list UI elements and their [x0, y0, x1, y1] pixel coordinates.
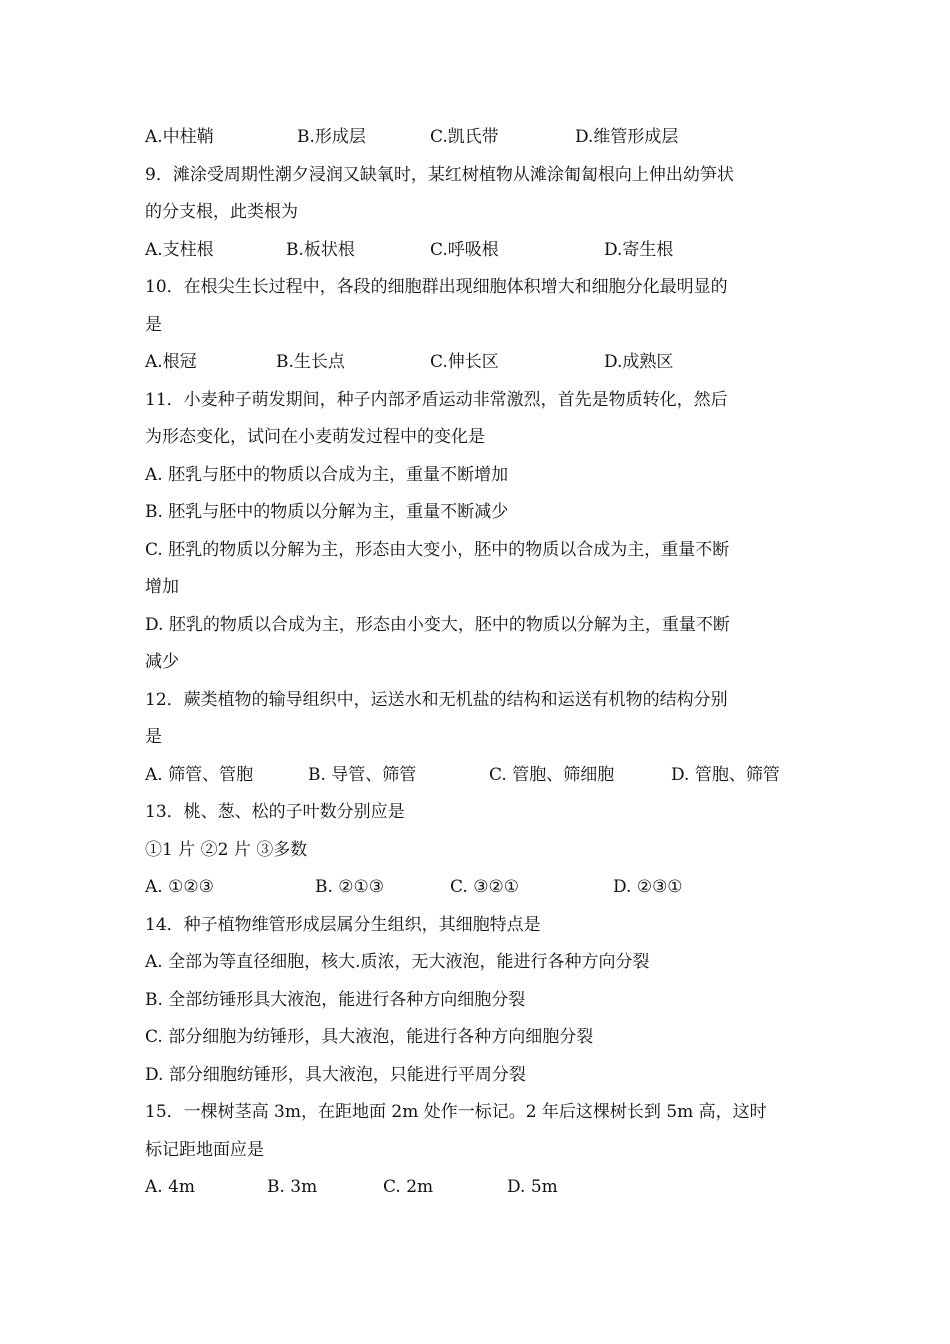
q12-option-a: A. 筛管、管胞 [145, 764, 254, 785]
q11-option-b: B. 胚乳与胚中的物质以分解为主，重量不断减少 [145, 502, 509, 522]
q9-option-b: B.板状根 [286, 239, 355, 260]
q11-option-a: A. 胚乳与胚中的物质以合成为主，重量不断增加 [145, 464, 509, 485]
q15-stem-line-2: 标记距地面应是 [145, 1139, 264, 1160]
q11-stem-line-2: 为形态变化，试问在小麦萌发过程中的变化是 [145, 427, 485, 447]
q10-stem-line-1: 10．在根尖生长过程中，各段的细胞群出现细胞体积增大和细胞分化最明显的 [145, 277, 728, 297]
q11-option-c-line-1: C. 胚乳的物质以分解为主，形态由大变小，胚中的物质以合成为主，重量不断 [145, 539, 730, 560]
q10-option-c: C.伸长区 [430, 352, 499, 372]
q12-stem-line-2: 是 [145, 727, 162, 747]
q14-option-a: A. 全部为等直径细胞，核大.质浓，无大液泡，能进行各种方向分裂 [145, 952, 650, 972]
q11-stem-line-1: 11．小麦种子萌发期间，种子内部矛盾运动非常激烈，首先是物质转化，然后 [145, 389, 728, 410]
q9-options [145, 232, 815, 270]
q13-option-b: B. ②①③ [315, 877, 385, 897]
q11-option-d-line-1: D. 胚乳的物质以合成为主，形态由小变大，胚中的物质以分解为主，重量不断 [145, 614, 730, 635]
q13-stem-line-1: 13．桃、葱、松的子叶数分别应是 [145, 802, 405, 822]
q12-stem-line-1: 12．蕨类植物的输导组织中，运送水和无机盐的结构和运送有机物的结构分别 [145, 689, 728, 710]
q13-option-a: A. ①②③ [145, 877, 214, 897]
q12-option-d: D. 管胞、筛管 [671, 764, 780, 785]
q13-option-c: C. ③②① [450, 877, 519, 897]
q15-option-a: A. 4m [145, 1177, 196, 1197]
question-list [145, 119, 815, 1207]
q13-option-d: D. ②③① [613, 877, 683, 897]
q13-choices-legend: ①1 片 ②2 片 ③多数 [145, 839, 308, 860]
q15-options [145, 1169, 815, 1207]
q8-option-c: C.凯氏带 [430, 127, 499, 147]
q11-option-d-line-2: 减少 [145, 652, 179, 672]
q8-option-d: D.维管形成层 [575, 127, 679, 147]
q15-option-c: C. 2m [383, 1177, 434, 1197]
q8-options [145, 119, 815, 157]
q9-option-a: A.支柱根 [145, 239, 214, 260]
q12-option-c: C. 管胞、筛细胞 [489, 764, 615, 785]
q10-option-b: B.生长点 [276, 352, 345, 372]
q13-options [145, 869, 815, 907]
q14-option-c: C. 部分细胞为纺锤形，具大液泡，能进行各种方向细胞分裂 [145, 1027, 594, 1047]
q10-stem-line-2: 是 [145, 314, 162, 335]
q12-options [145, 757, 815, 795]
q8-option-b: B.形成层 [297, 127, 366, 147]
q10-options [145, 344, 815, 382]
q8-option-a: A.中柱鞘 [145, 127, 214, 147]
q15-stem-line-1: 15．一棵树茎高 3m，在距地面 2m 处作一标记。2 年后这棵树长到 5m 高，这时 [145, 1102, 767, 1122]
q10-option-d: D.成熟区 [604, 352, 674, 372]
q9-option-c: C.呼吸根 [430, 239, 499, 260]
q9-option-d: D.寄生根 [604, 239, 674, 260]
q10-option-a: A.根冠 [145, 352, 197, 372]
q12-option-b: B. 导管、筛管 [308, 764, 417, 785]
q9-stem-line-2: 的分支根，此类根为 [145, 202, 298, 222]
q14-option-b: B. 全部纺锤形具大液泡，能进行各种方向细胞分裂 [145, 989, 526, 1010]
q14-option-d: D. 部分细胞纺锤形，具大液泡，只能进行平周分裂 [145, 1064, 526, 1085]
q14-stem-line-1: 14．种子植物维管形成层属分生组织，其细胞特点是 [145, 914, 541, 935]
q11-option-c-line-2: 增加 [145, 577, 179, 597]
q15-option-d: D. 5m [507, 1177, 558, 1197]
q15-option-b: B. 3m [267, 1177, 318, 1197]
q9-stem-line-1: 9．滩涂受周期性潮夕浸润又缺氧时，某红树植物从滩涂匍匐根向上伸出幼笋状 [145, 164, 734, 185]
